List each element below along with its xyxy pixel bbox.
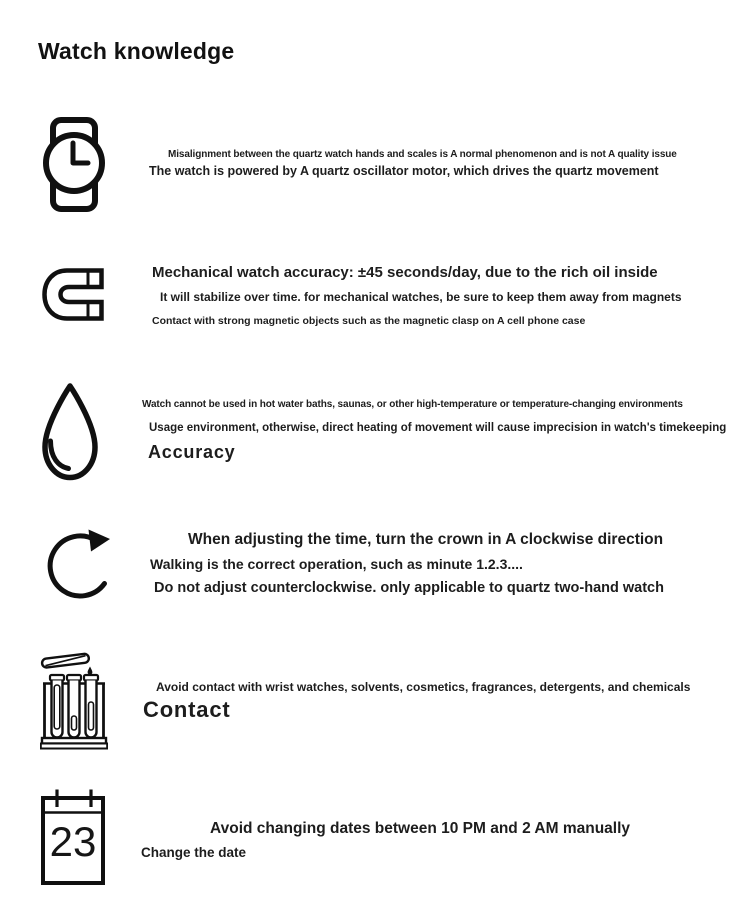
note-keep-away-magnets: It will stabilize over time. for mechanical watches, be sure to keep them away from magnets — [160, 290, 682, 304]
note-quartz-misalignment: Misalignment between the quartz watch hands and scales is A normal phenomenon and is not A quality issue — [168, 149, 677, 160]
note-avoid-chemicals: Avoid contact with wrist watches, solvents, cosmetics, fragrances, detergents, and chemicals — [156, 680, 691, 694]
note-correct-operation: Walking is the correct operation, such as minute 1.2.3.... — [150, 556, 523, 572]
note-quartz-movement: The watch is powered by A quartz oscillator motor, which drives the quartz movement — [149, 164, 659, 178]
water-drop-icon — [38, 382, 102, 482]
label-contact: Contact — [143, 697, 231, 722]
note-magnetic-objects: Contact with strong magnetic objects such as the magnetic clasp on A cell phone case — [152, 315, 586, 327]
magnet-icon — [42, 268, 104, 321]
note-usage-environment: Usage environment, otherwise, direct heating of movement will cause imprecision in watch's timekeeping — [149, 422, 727, 434]
note-hot-water: Watch cannot be used in hot water baths, saunas, or other high-temperature or temperature-changing environments — [142, 399, 683, 410]
note-turn-crown-clockwise: When adjusting the time, turn the crown in A clockwise direction — [188, 531, 664, 548]
note-mechanical-accuracy: Mechanical watch accuracy: ±45 seconds/day, due to the rich oil inside — [152, 264, 658, 281]
test-tubes-icon — [40, 650, 108, 750]
note-no-counterclockwise: Do not adjust counterclockwise. only applicable to quartz two-hand watch — [154, 580, 664, 596]
note-avoid-date-change: Avoid changing dates between 10 PM and 2 AM manually — [210, 820, 631, 837]
label-change-the-date: Change the date — [141, 845, 247, 860]
calendar-day-number: 23 — [49, 818, 97, 865]
page-title: Watch knowledge — [38, 38, 235, 64]
label-accuracy: Accuracy — [148, 442, 236, 462]
wristwatch-icon — [43, 117, 105, 212]
clockwise-arrow-icon — [44, 527, 114, 603]
